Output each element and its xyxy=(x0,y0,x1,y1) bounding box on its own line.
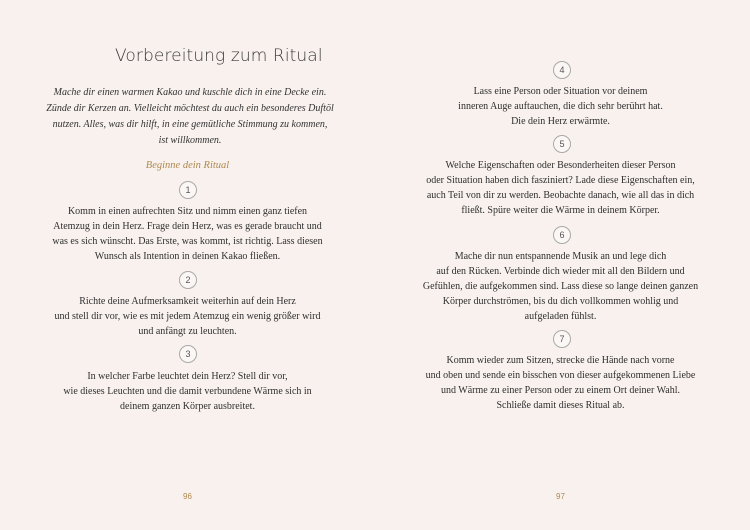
page-number: 96 xyxy=(183,492,192,501)
intro-paragraph xyxy=(40,85,340,149)
step-number-badge: 1 xyxy=(179,181,197,199)
step-line: In welcher Farbe leuchtet dein Herz? Stell dir vor, xyxy=(87,371,288,382)
step-text xyxy=(393,249,728,324)
intro-line: nutzen. Alles, was dir hilft, in eine gemütliche Stimmung zu kommen, xyxy=(52,119,328,130)
step-line: Die dein Herz erwärmte. xyxy=(511,116,610,127)
step-line: auf den Rücken. Verbinde dich wieder mit all den Bildern und xyxy=(436,266,685,277)
step-line: Körper durchströmen, bis du dich vollkommen wohlig und xyxy=(442,296,679,307)
step-line: Komm wieder zum Sitzen, strecke die Hände nach vorne xyxy=(446,355,675,366)
step-line: was es sich wünscht. Das Erste, was kommt, ist richtig. Lass diesen xyxy=(52,236,323,247)
step-line: deinem ganzen Körper ausbreitet. xyxy=(120,401,255,412)
page-title: Vorbereitung zum Ritual xyxy=(115,46,323,66)
intro-line: ist willkommen. xyxy=(158,135,222,146)
step-line: Mache dir nun entspannende Musik an und lege dich xyxy=(454,251,667,262)
step-line: Lass eine Person oder Situation vor deinem xyxy=(473,86,648,97)
intro-line: Zünde dir Kerzen an. Vielleicht möchtest du auch ein besonderes Duftöl xyxy=(46,103,334,114)
page-number: 97 xyxy=(556,492,565,501)
step-line: Richte deine Aufmerksamkeit weiterhin auf dein Herz xyxy=(79,296,296,307)
step-text xyxy=(393,158,728,218)
step-number-badge: 6 xyxy=(553,226,571,244)
step-line: aufgeladen fühlst. xyxy=(524,311,597,322)
section-subheading: Beginne dein Ritual xyxy=(145,160,230,171)
step-line: Atemzug in dein Herz. Frage dein Herz, was es gerade braucht und xyxy=(53,221,322,232)
step-line: oder Situation haben dich fasziniert? Lade diese Eigenschaften ein, xyxy=(426,175,695,186)
step-number-badge: 7 xyxy=(553,330,571,348)
step-number-badge: 4 xyxy=(553,61,571,79)
step-line: und oben und sende ein bisschen von dieser aufgekommenen Liebe xyxy=(425,370,696,381)
step-text xyxy=(20,294,355,339)
step-line: Gefühlen, die aufgekommen sind. Lass diese so lange deinen ganzen xyxy=(422,281,699,292)
step-line: auch Teil von dir zu werden. Beobachte danach, wie all das in dich xyxy=(426,190,695,201)
step-text xyxy=(20,204,355,264)
step-line: Wunsch als Intention in deinen Kakao fließen. xyxy=(94,251,281,262)
step-line: fließt. Spüre weiter die Wärme in deinem Körper. xyxy=(461,205,660,216)
step-line: und Wärme zu einer Person oder zu einem Ort deiner Wahl. xyxy=(440,385,681,396)
step-number-badge: 5 xyxy=(553,135,571,153)
step-line: inneren Auge auftauchen, die dich sehr berührt hat. xyxy=(458,101,663,112)
step-line: wie dieses Leuchten und die damit verbundene Wärme sich in xyxy=(63,386,312,397)
step-line: Schließe damit dieses Ritual ab. xyxy=(496,400,625,411)
step-number-badge: 3 xyxy=(179,345,197,363)
step-number-badge: 2 xyxy=(179,271,197,289)
right-page xyxy=(375,0,750,530)
step-line: und stell dir vor, wie es mit jedem Atemzug ein wenig größer wird xyxy=(54,311,321,322)
step-text xyxy=(393,84,728,129)
step-line: Welche Eigenschaften oder Besonderheiten dieser Person xyxy=(445,160,676,171)
intro-line: Mache dir einen warmen Kakao und kuschle dich in eine Decke ein. xyxy=(53,87,327,98)
step-text xyxy=(393,353,728,413)
step-text xyxy=(20,369,355,414)
step-line: Komm in einen aufrechten Sitz und nimm einen ganz tiefen xyxy=(67,206,308,217)
step-line: und anfängt zu leuchten. xyxy=(138,326,237,337)
